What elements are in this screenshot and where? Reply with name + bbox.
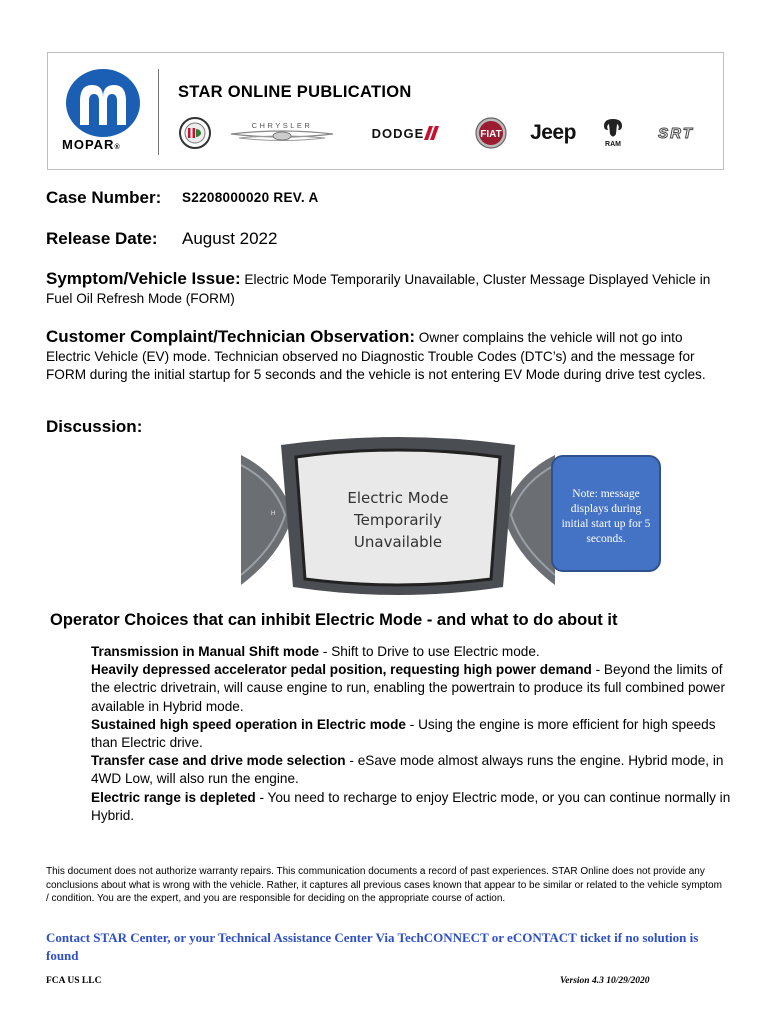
publication-title: STAR ONLINE PUBLICATION — [178, 83, 412, 101]
left-gauge-top: H — [271, 511, 276, 517]
list-item: Electric range is depleted - You need to recharge to enjoy Electric mode, or you can continue normally in Hybrid. — [91, 789, 731, 823]
dodge-stripes-icon — [424, 126, 440, 140]
note-callout: Note: message displays during initial start up for 5 seconds. — [551, 455, 661, 572]
release-date-value: August 2022 — [182, 229, 278, 248]
chrysler-text: CHRYSLER — [251, 121, 313, 130]
symptom-section — [46, 270, 726, 308]
case-number-row — [46, 188, 319, 208]
operator-choices-list — [91, 643, 731, 825]
cluster-message-line-3: Unavailable — [353, 533, 443, 551]
list-item: Transmission in Manual Shift mode - Shift to Drive to use Electric mode. — [91, 644, 540, 659]
complaint-text: Owner complains the vehicle will not go into Electric Vehicle (EV) mode. Technician observed no Diagnostic Trouble Codes (DTC’s) and the message for FORM during the initial startup for 5 seconds and the vehicle is not entering EV Mode during drive test cycles. — [46, 330, 706, 382]
complaint-label: Customer Complaint/Technician Observation: — [46, 327, 416, 346]
left-gauge-bottom: C — [271, 557, 276, 563]
brand-logos — [178, 113, 718, 153]
list-item: Sustained high speed operation in Electric mode - Using the engine is more efficient for high speeds than Electric drive. — [91, 716, 716, 751]
mopar-wordmark: MOPAR® — [62, 137, 121, 152]
symptom-label: Symptom/Vehicle Issue: — [46, 269, 241, 288]
disclaimer-text: This document does not authorize warranty repairs. This communication documents a record of past experiences. STAR Online does not provide any conclusions about what is wrong with the vehicle. Rather, it captures all previous cases known that appear to be similar or related to the vehicle symptom / condition. You are the expert, and you are responsible for deciding on the appropriate course of action. — [46, 866, 722, 904]
jeep-logo: Jeep — [530, 121, 576, 144]
fiat-badge-icon — [475, 117, 507, 149]
dodge-logo: DODGE — [356, 113, 456, 153]
list-item: Transfer case and drive mode selection - eSave mode almost always runs the engine. Hybrid mode, in 4WD Low, will also run the engine. — [91, 753, 724, 787]
release-date-label: Release Date: — [46, 229, 158, 248]
contact-notice: Contact STAR Center, or your Technical Assistance Center Via TechCONNECT or eCONTACT ticket if no solution is found — [46, 930, 699, 963]
list-item: Heavily depressed accelerator pedal position, requesting high power demand - Beyond the limits of the electric drivetrain, will cause engine to run, enabling the powertrain to produce its full combined power available in Hybrid mode. — [91, 662, 725, 714]
case-number-label: Case Number: — [46, 188, 162, 207]
operator-choices-heading: Operator Choices that can inhibit Electric Mode - and what to do about it — [50, 611, 618, 629]
ram-logo: RAM — [596, 113, 630, 153]
complaint-section — [46, 328, 726, 385]
instrument-cluster-image — [241, 435, 555, 595]
alfa-romeo-icon — [179, 117, 211, 149]
svg-text:FIAT: FIAT — [480, 129, 502, 140]
srt-logo: SRT — [658, 124, 694, 142]
discussion-heading: Discussion: — [46, 417, 143, 436]
header-banner — [47, 52, 724, 170]
footer-version: Version 4.3 10/29/2020 — [560, 976, 650, 986]
chrysler-wings-icon — [229, 118, 335, 148]
case-number-value: S2208000020 REV. A — [182, 190, 319, 205]
cluster-message-line-1: Electric Mode — [347, 489, 449, 507]
alfa-romeo-logo — [178, 113, 212, 153]
release-date-row — [46, 229, 278, 249]
banner-divider — [158, 69, 159, 155]
fiat-logo — [474, 113, 508, 153]
ram-head-icon — [600, 117, 626, 141]
cluster-message-line-2: Temporarily — [354, 511, 442, 529]
symptom-text: Electric Mode Temporarily Unavailable, Cluster Message Displayed Vehicle in Fuel Oil Refresh Mode (FORM) — [46, 272, 711, 306]
chrysler-logo — [228, 113, 336, 153]
footer-company: FCA US LLC — [46, 976, 102, 986]
